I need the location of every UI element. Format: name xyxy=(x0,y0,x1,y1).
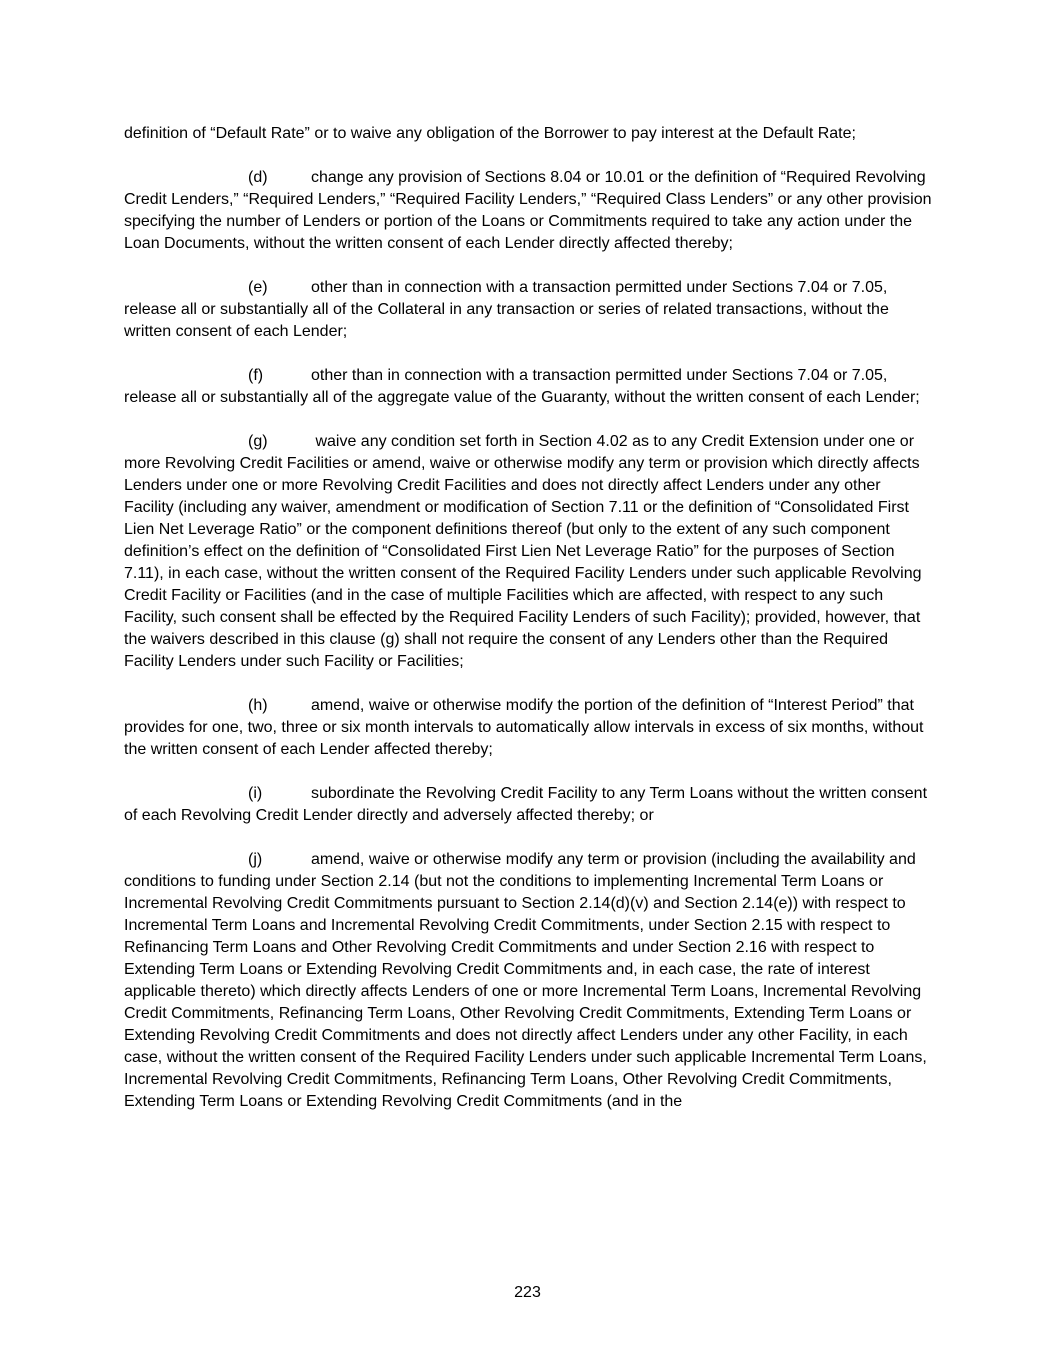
clause-label: (g) xyxy=(248,433,268,450)
page-number: 223 xyxy=(514,1284,541,1301)
clause-g xyxy=(124,431,932,673)
clause-text: subordinate the Revolving Credit Facility to any Term Loans without the written consent of each Revolving Credit Lender directly and adversely affected thereby; or xyxy=(124,785,928,824)
clause-label: (h) xyxy=(248,697,268,714)
clause-text: other than in connection with a transaction permitted under Sections 7.04 or 7.05, release all or substantially all of the aggregate value of the Guaranty, without the written consent of each Lender; xyxy=(124,367,920,406)
clause-text: waive any condition set forth in Section 4.02 as to any Credit Extension under one or more Revolving Credit Facilities or amend, waive or otherwise modify any term or provision which directly affects Lenders under one or more Revolving Credit Facilities and does not directly affect Lenders under any other Facility (including any waiver, amendment or modification of Section 7.11 or the definition of “Consolidated First Lien Net Leverage Ratio” or the component definitions thereof (but only to the extent of any such component definition’s effect on the definition of “Consolidated First Lien Net Leverage Ratio” for the purposes of Section 7.11), in each case, without the written consent of the Required Facility Lenders under such applicable Revolving Credit Facility or Facilities (and in the case of multiple Facilities which are affected, with respect to any such Facility, such consent shall be effected by the Required Facility Lenders of such Facility); provided, however, that the waivers described in this clause (g) shall not require the consent of any Lenders other than the Required Facility Lenders under such Facility or Facilities; xyxy=(124,433,922,670)
clause-f xyxy=(124,365,932,409)
clause-label: (e) xyxy=(248,279,268,296)
clause-label: (j) xyxy=(248,851,263,868)
intro-text: definition of “Default Rate” or to waive any obligation of the Borrower to pay interest at the Default Rate; xyxy=(124,125,856,142)
document-page xyxy=(124,123,932,1135)
clause-label: (d) xyxy=(248,169,268,186)
clause-h xyxy=(124,695,932,761)
clause-d xyxy=(124,167,932,255)
intro-paragraph xyxy=(124,123,932,145)
clause-e xyxy=(124,277,932,343)
clause-j xyxy=(124,849,932,1113)
clause-label: (i) xyxy=(248,785,263,802)
clause-label: (f) xyxy=(248,367,264,384)
clause-text: amend, waive or otherwise modify any term or provision (including the availability and conditions to funding under Section 2.14 (but not the conditions to implementing Incremental Term Loans or Incremental Revolving Credit Commitments pursuant to Section 2.14(d)(v) and Section 2.14(e)) with respect to Incremental Term Loans and Incremental Revolving Credit Commitments, under Section 2.15 with respect to Refinancing Term Loans and Other Revolving Credit Commitments and under Section 2.16 with respect to Extending Term Loans or Extending Revolving Credit Commitments and, in each case, the rate of interest applicable thereto) which directly affects Lenders of one or more Incremental Term Loans, Incremental Revolving Credit Commitments, Refinancing Term Loans, Other Revolving Credit Commitments, Extending Term Loans or Extending Revolving Credit Commitments and does not directly affect Lenders under any other Facility, in each case, without the written consent of the Required Facility Lenders under such applicable Incremental Term Loans, Incremental Revolving Credit Commitments, Refinancing Term Loans, Other Revolving Credit Commitments, Extending Term Loans or Extending Revolving Credit Commitments (and in the xyxy=(124,851,927,1110)
clause-text: amend, waive or otherwise modify the portion of the definition of “Interest Period” that provides for one, two, three or six month intervals to automatically allow intervals in excess of six months, without the written consent of each Lender affected thereby; xyxy=(124,697,924,758)
clause-text: change any provision of Sections 8.04 or 10.01 or the definition of “Required Revolving Credit Lenders,” “Required Lenders,” “Required Facility Lenders,” “Required Class Lenders” or any other provision specifying the number of Lenders or portion of the Loans or Commitments required to take any action under the Loan Documents, without the written consent of each Lender directly affected thereby; xyxy=(124,169,932,252)
clause-text: other than in connection with a transaction permitted under Sections 7.04 or 7.05, release all or substantially all of the Collateral in any transaction or series of related transactions, without the written consent of each Lender; xyxy=(124,279,889,340)
clause-i xyxy=(124,783,932,827)
